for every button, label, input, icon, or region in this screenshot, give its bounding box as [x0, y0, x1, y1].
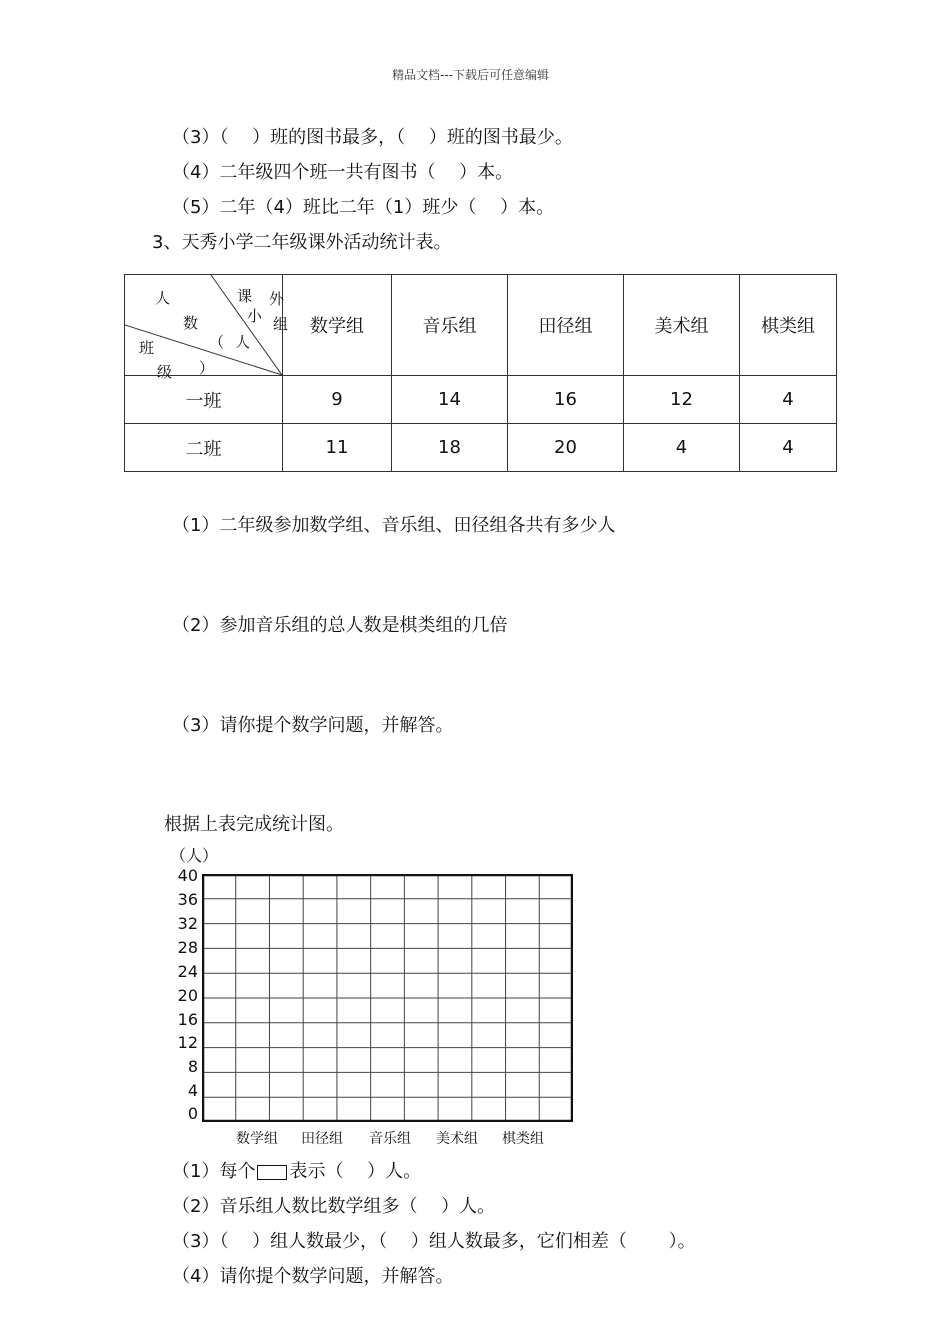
question-2-5: （5）二年（4）班比二年（1）班少（ ）本。 — [172, 197, 555, 218]
table-row — [125, 424, 837, 472]
diag-label: （ — [209, 333, 225, 351]
y-tick-label: 28 — [177, 938, 198, 957]
diag-label: 课 — [237, 287, 253, 305]
section-3-title: 3、天秀小学二年级课外活动统计表。 — [152, 232, 452, 253]
x-category-label: 音乐组 — [369, 1131, 411, 1147]
row-label: 一班 — [125, 376, 283, 424]
diag-label: 级 — [157, 363, 173, 381]
y-tick-label: 12 — [177, 1033, 198, 1052]
y-tick-label: 20 — [177, 986, 198, 1005]
table-cell: 12 — [624, 376, 740, 424]
y-tick-label: 24 — [177, 962, 198, 981]
question-2-4: （4）二年级四个班一共有图书（ ）本。 — [172, 162, 514, 183]
x-category-label: 美术组 — [436, 1131, 478, 1147]
table-row — [125, 376, 837, 424]
table-cell: 14 — [392, 376, 508, 424]
table-cell: 9 — [283, 376, 392, 424]
table-question-2: （2）参加音乐组的总人数是棋类组的几倍 — [172, 615, 508, 636]
x-category-label: 数学组 — [236, 1131, 278, 1147]
chart-q1-prefix: （1）每个 — [172, 1161, 256, 1182]
y-tick-label: 36 — [177, 890, 198, 909]
diagonal-header-cell — [125, 275, 289, 381]
y-tick-label: 8 — [187, 1057, 198, 1076]
table-cell: 20 — [508, 424, 624, 472]
unit-square-icon — [257, 1165, 287, 1180]
column-header: 美术组 — [624, 275, 740, 376]
chart-intro: 根据上表完成统计图。 — [164, 814, 344, 835]
diag-label: 数 — [183, 314, 199, 332]
table-cell: 11 — [283, 424, 392, 472]
column-header: 音乐组 — [392, 275, 508, 376]
column-header: 棋类组 — [740, 275, 837, 376]
chart-question-4: （4）请你提个数学问题，并解答。 — [172, 1266, 454, 1287]
chart-grid — [202, 874, 573, 1122]
y-tick-label: 16 — [177, 1010, 198, 1029]
diag-label: 小 — [247, 307, 263, 325]
chart-q1-suffix: 表示（ ）人。 — [289, 1161, 422, 1182]
chart-question-1 — [172, 1157, 421, 1183]
y-tick-label: 32 — [177, 914, 198, 933]
table-question-1: （1）二年级参加数学组、音乐组、田径组各共有多少人 — [172, 515, 616, 536]
diag-label: 外 — [269, 290, 285, 308]
page-header: 精品文档---下载后可任意编辑 — [392, 68, 549, 82]
diag-label: 组 — [273, 315, 289, 333]
diag-label: 人 — [155, 289, 171, 307]
diag-label: 班 — [139, 339, 155, 357]
table-cell: 4 — [624, 424, 740, 472]
table-question-3: （3）请你提个数学问题，并解答。 — [172, 715, 454, 736]
x-category-label: 田径组 — [301, 1131, 343, 1147]
table-cell: 16 — [508, 376, 624, 424]
diag-label: ） — [199, 359, 215, 377]
y-tick-label: 4 — [187, 1081, 198, 1100]
x-category-label: 棋类组 — [502, 1131, 544, 1147]
grid-lines — [202, 874, 573, 1122]
activity-stats-table — [124, 274, 837, 472]
row-label: 二班 — [125, 424, 283, 472]
chart-question-3: （3）（ ）组人数最少，（ ）组人数最多，它们相差（ ）。 — [172, 1231, 696, 1252]
table-cell: 4 — [740, 424, 837, 472]
diag-label: 人 — [235, 333, 251, 351]
column-header: 数学组 — [283, 275, 392, 376]
y-tick-label: 40 — [177, 866, 198, 885]
column-header: 田径组 — [508, 275, 624, 376]
table-cell: 18 — [392, 424, 508, 472]
table-cell: 4 — [740, 376, 837, 424]
chart-question-2: （2）音乐组人数比数学组多（ ）人。 — [172, 1196, 496, 1217]
question-2-3: （3）（ ）班的图书最多，（ ）班的图书最少。 — [172, 127, 573, 148]
y-tick-label: 0 — [187, 1104, 198, 1123]
chart-y-unit: （人） — [170, 846, 219, 865]
